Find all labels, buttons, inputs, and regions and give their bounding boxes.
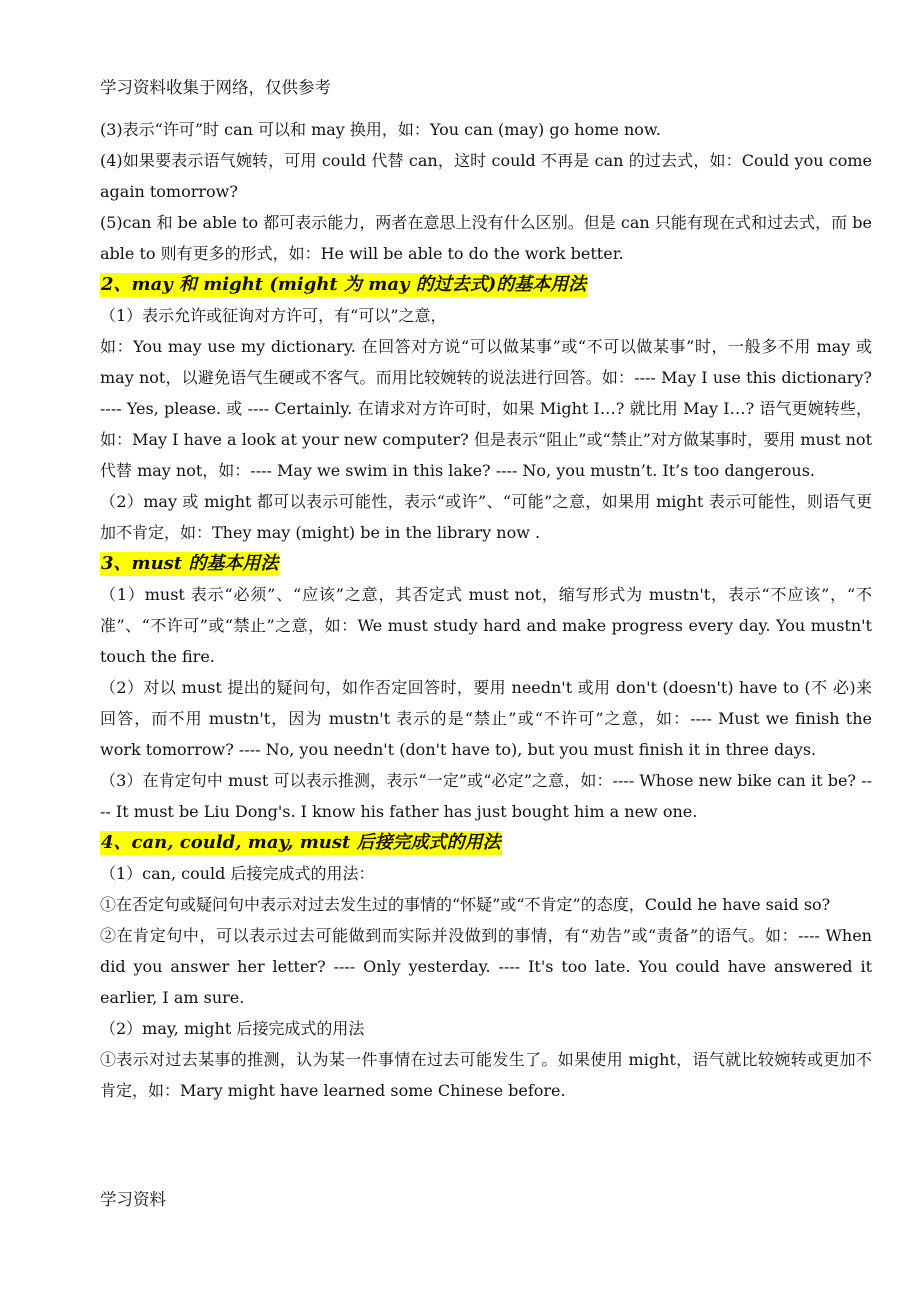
page-footer: 学习资料 bbox=[100, 1190, 166, 1209]
section-heading-may-might bbox=[100, 269, 872, 300]
heading-highlight: 2、may 和 might (might 为 may 的过去式)的基本用法 bbox=[101, 274, 587, 295]
section-heading-must bbox=[100, 548, 872, 579]
paragraph-may-possibility: （2）may 或 might 都可以表示可能性，表示“或许”、“可能”之意，如果用 might 表示可能性，则语气更加不肯定，如：They may (might) be in the library now . bbox=[100, 492, 872, 542]
paragraph-be-able-to: (5)can 和 be able to 都可表示能力，两者在意思上没有什么区别。但是 can 只能有现在式和过去式，而 be able to 则有更多的形式，如：He will be able to do the work better. bbox=[100, 213, 872, 263]
page-header: 学习资料收集于网络，仅供参考 bbox=[100, 78, 331, 97]
paragraph-may-permission-intro: （1）表示允许或征询对方许可，有“可以”之意， bbox=[100, 306, 447, 325]
paragraph-reproach: ②在肯定句中，可以表示过去可能做到而实际并没做到的事情，有“劝告”或“责备”的语气。如：---- When did you answer her letter? ---- Only yesterday. ---- It's too late. You could have answered it earlier, I am sure. bbox=[100, 926, 872, 1007]
heading-highlight: 3、must 的基本用法 bbox=[101, 553, 279, 574]
paragraph-could-polite: (4)如果要表示语气婉转，可用 could 代替 can，这时 could 不再是 can 的过去式，如：Could you come again tomorrow? bbox=[100, 151, 872, 201]
paragraph-doubt: ①在否定句或疑问句中表示对过去发生过的事情的“怀疑”或“不肯定”的态度，Could he have said so? bbox=[100, 895, 831, 914]
paragraph-can-could-perfect: （1）can, could 后接完成式的用法： bbox=[100, 864, 375, 883]
paragraph-must-inference: （3）在肯定句中 must 可以表示推测，表示“一定”或“必定”之意，如：---- Whose new bike can it be? ---- It must be Liu Dong's. I know his father has just bought him a new one. bbox=[100, 771, 872, 821]
section-heading-perfect bbox=[100, 827, 872, 858]
paragraph-past-inference: ①表示对过去某事的推测，认为某一件事情在过去可能发生了。如果使用 might，语气就比较婉转或更加不肯定，如：Mary might have learned some Chinese before. bbox=[100, 1050, 872, 1100]
paragraph-may-might-perfect: （2）may, might 后接完成式的用法 bbox=[100, 1019, 365, 1038]
paragraph-must-obligation: （1）must 表示“必须”、“应该”之意，其否定式 must not，缩写形式为 mustn't，表示“不应该”，“不准”、“不许可”或“禁止”之意，如：We must study hard and make progress every day. You mustn't touch the fire. bbox=[100, 585, 872, 666]
paragraph-may-permission-examples: 如：You may use my dictionary. 在回答对方说“可以做某事”或“不可以做某事”时，一般多不用 may 或 may not，以避免语气生硬或不客气。而用比较婉转的说法进行回答。如：---- May I use this dictionary? ---- Yes, please. 或 ---- Certainly. 在请求对方许可时，如果 Might I…? 就比用 May I…? 语气更婉转些，如：May I have a look at your new computer? 但是表示“阻止”或“禁止”对方做某事时，要用 must not 代替 may not，如：---- May we swim in this lake? ---- No, you mustn’t. It’s too dangerous. bbox=[100, 337, 872, 480]
heading-highlight: 4、can, could, may, must 后接完成式的用法 bbox=[101, 832, 501, 853]
document-body bbox=[100, 114, 872, 1106]
paragraph-can-permission: (3)表示“许可”时 can 可以和 may 换用，如：You can (may) go home now. bbox=[100, 120, 661, 139]
paragraph-must-negative-answer: （2）对以 must 提出的疑问句，如作否定回答时，要用 needn't 或用 don't (doesn't) have to (不 必)来回答，而不用 mustn't，因为 mustn't 表示的是“禁止”或“不许可”之意，如：---- Must we finish the work tomorrow? ---- No, you needn't (don't have to), but you must finish it in three days. bbox=[100, 678, 872, 759]
